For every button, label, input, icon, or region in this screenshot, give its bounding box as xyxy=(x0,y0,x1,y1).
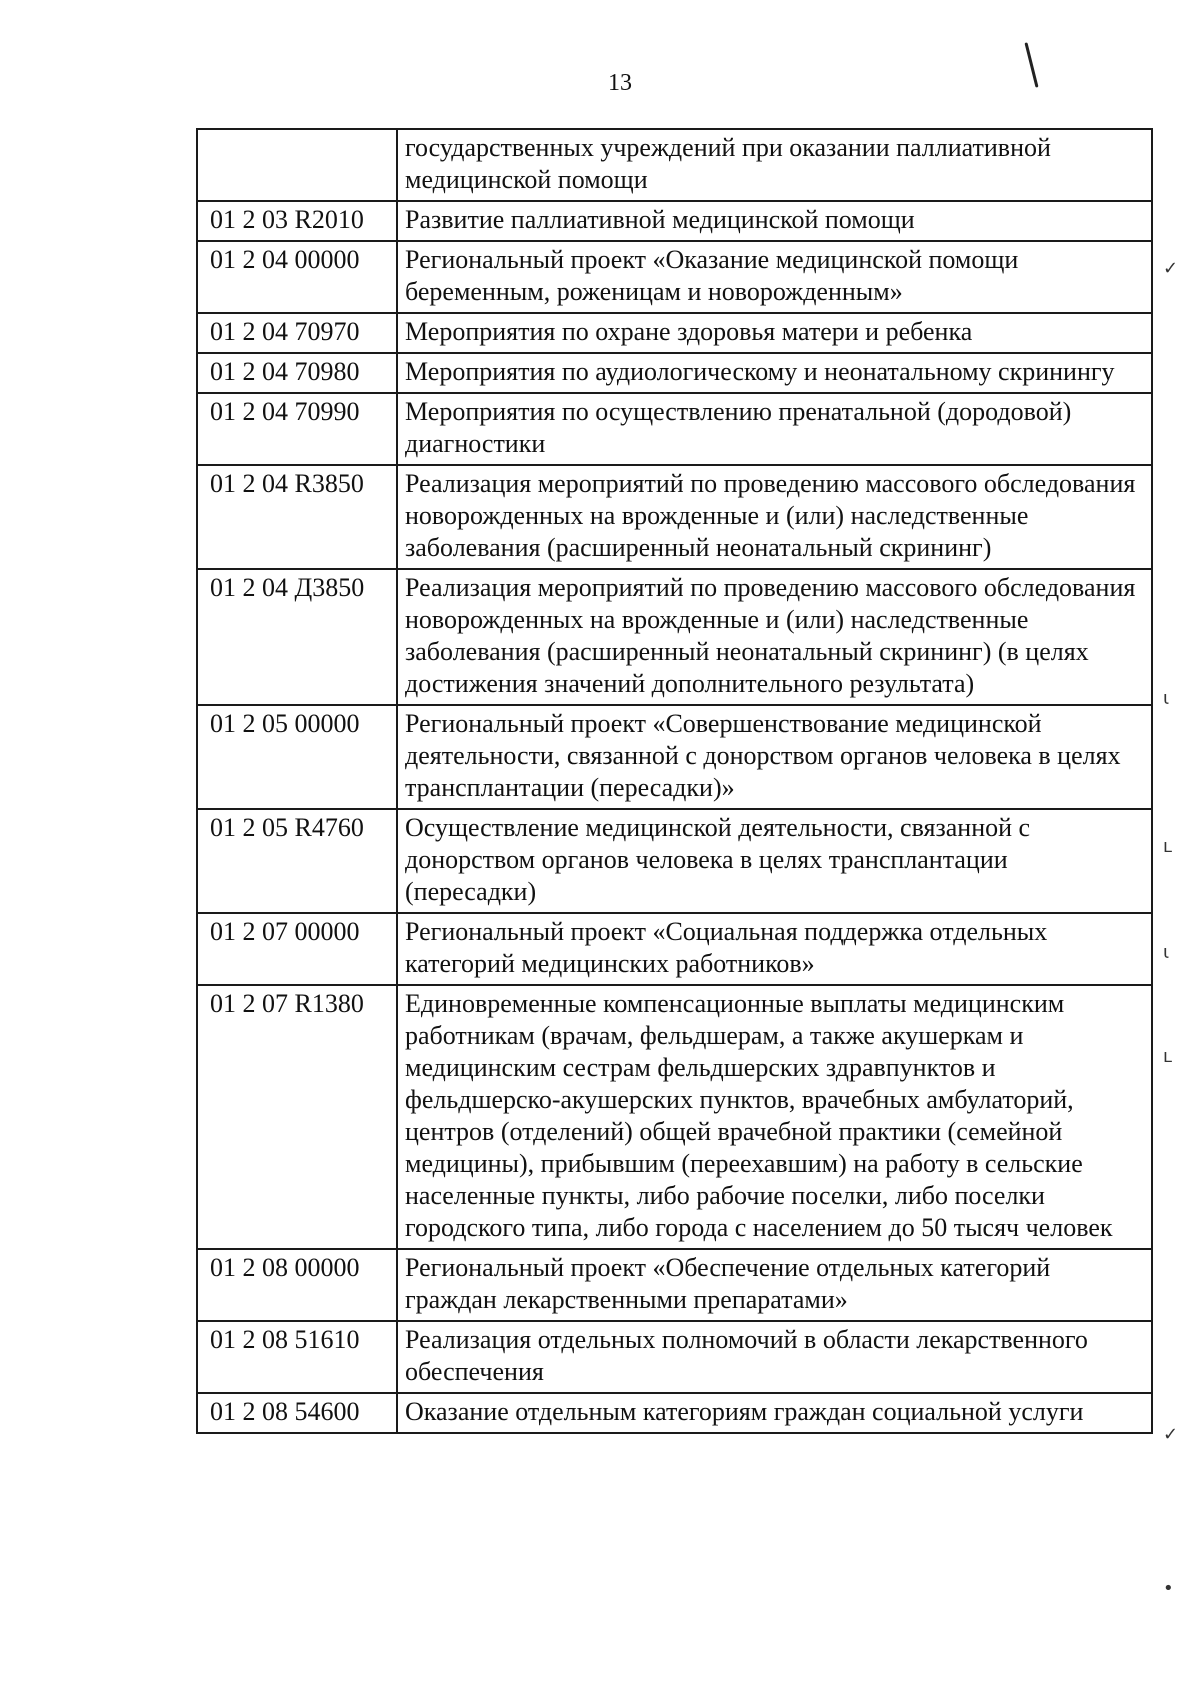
row-code xyxy=(197,129,397,201)
row-code: 01 2 08 54600 xyxy=(197,1393,397,1433)
row-name: Мероприятия по аудиологическому и неонатальному скринингу xyxy=(397,353,1152,393)
row-name: Оказание отдельным категориям граждан социальной услуги xyxy=(397,1393,1152,1433)
table-row xyxy=(197,393,1152,465)
row-code: 01 2 07 R1380 xyxy=(197,985,397,1249)
table-row xyxy=(197,1321,1152,1393)
table-row xyxy=(197,1249,1152,1321)
table-row xyxy=(197,985,1152,1249)
row-name: Мероприятия по охране здоровья матери и ребенка xyxy=(397,313,1152,353)
check-mark-icon: ✓ xyxy=(1163,258,1179,279)
check-mark-icon: ✓ xyxy=(1163,1424,1179,1445)
row-code: 01 2 04 70970 xyxy=(197,313,397,353)
table-row xyxy=(197,569,1152,705)
page-number: 13 xyxy=(608,70,632,96)
row-code: 01 2 05 R4760 xyxy=(197,809,397,913)
table-row xyxy=(197,353,1152,393)
row-name: Осуществление медицинской деятельности, связанной с донорством органов человека в целях трансплантации (пересадки) xyxy=(397,809,1152,913)
row-name: Реализация мероприятий по проведению массового обследования новорожденных на врожденные и (или) наследственные заболевания (расширенный неонатальный скрининг) xyxy=(397,465,1152,569)
row-name: Реализация мероприятий по проведению массового обследования новорожденных на врожденные и (или) наследственные заболевания (расширенный неонатальный скрининг) (в целях достижения значений дополнительного результата) xyxy=(397,569,1152,705)
row-code: 01 2 08 00000 xyxy=(197,1249,397,1321)
row-code: 01 2 04 70990 xyxy=(197,393,397,465)
table-row xyxy=(197,705,1152,809)
row-name: Региональный проект «Совершенствование медицинской деятельности, связанной с донорством органов человека в целях трансплантации (пересадки)» xyxy=(397,705,1152,809)
row-code: 01 2 08 51610 xyxy=(197,1321,397,1393)
row-code: 01 2 03 R2010 xyxy=(197,201,397,241)
check-mark-icon: • xyxy=(1163,1578,1174,1599)
row-code: 01 2 04 R3850 xyxy=(197,465,397,569)
table-row xyxy=(197,809,1152,913)
check-mark-icon: ʟ xyxy=(1163,836,1173,857)
table-row xyxy=(197,1393,1152,1433)
row-code: 01 2 04 70980 xyxy=(197,353,397,393)
row-name: Развитие паллиативной медицинской помощи xyxy=(397,201,1152,241)
row-name: Региональный проект «Социальная поддержка отдельных категорий медицинских работников» xyxy=(397,913,1152,985)
row-code: 01 2 04 Д3850 xyxy=(197,569,397,705)
table-row xyxy=(197,201,1152,241)
row-name: Региональный проект «Оказание медицинской помощи беременным, роженицам и новорожденным» xyxy=(397,241,1152,313)
check-mark-icon: ι xyxy=(1163,942,1170,963)
row-code: 01 2 05 00000 xyxy=(197,705,397,809)
budget-codes-table xyxy=(196,128,1153,1434)
check-mark-icon: ʟ xyxy=(1163,1046,1173,1067)
row-name: Региональный проект «Обеспечение отдельных категорий граждан лекарственными препаратами» xyxy=(397,1249,1152,1321)
table-row xyxy=(197,913,1152,985)
row-name: государственных учреждений при оказании паллиативной медицинской помощи xyxy=(397,129,1152,201)
row-code: 01 2 07 00000 xyxy=(197,913,397,985)
row-name: Мероприятия по осуществлению пренатальной (дородовой) диагностики xyxy=(397,393,1152,465)
check-mark-icon: ι xyxy=(1163,688,1170,709)
table-row xyxy=(197,465,1152,569)
table-row xyxy=(197,313,1152,353)
row-code: 01 2 04 00000 xyxy=(197,241,397,313)
row-name: Единовременные компенсационные выплаты медицинским работникам (врачам, фельдшерам, а также акушеркам и медицинским сестрам фельдшерских здравпунктов и фельдшерско-акушерских пунктов, врачебных амбулаторий, центров (отделений) общей врачебной практики (семейной медицины), прибывшим (переехавшим) на работу в сельские населенные пункты, либо рабочие поселки, либо поселки городского типа, либо города с населением до 50 тысяч человек xyxy=(397,985,1152,1249)
table-row xyxy=(197,129,1152,201)
table-row xyxy=(197,241,1152,313)
row-name: Реализация отдельных полномочий в области лекарственного обеспечения xyxy=(397,1321,1152,1393)
